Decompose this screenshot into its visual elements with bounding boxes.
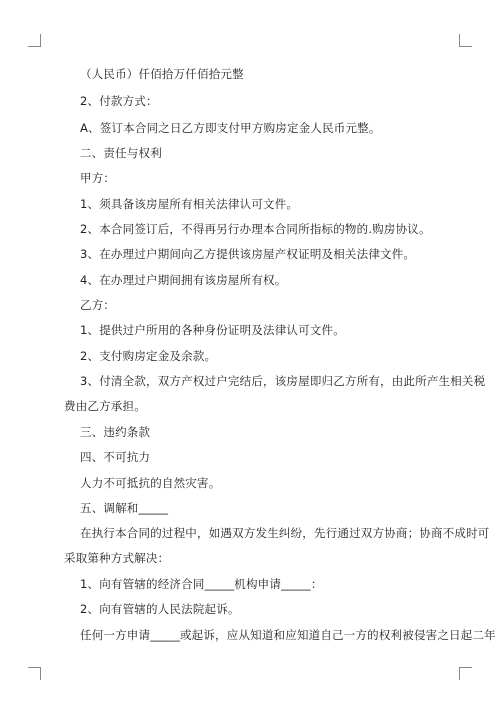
paragraph-line: 2、向有管辖的人民法院起诉。	[80, 602, 240, 616]
paragraph-line: 3、在办理过户期间向乙方提供该房屋产权证明及相关法律文件。	[80, 247, 416, 261]
paragraph-line: 在执行本合同的过程中，如遇双方发生纠纷，先行通过双方协商；协商不成时可	[80, 526, 490, 540]
paragraph-line: 1、向有管辖的经济合同_____机构申请_____：	[80, 577, 323, 591]
paragraph-line: 人力不可抵抗的自然灾害。	[80, 476, 221, 490]
paragraph-line: A、签订本合同之日乙方即支付甲方购房定金人民币元整。	[80, 121, 381, 135]
paragraph-line: 1、须具备该房屋所有相关法律认可文件。	[80, 197, 299, 211]
paragraph-line: 2、支付购房定金及余款。	[80, 349, 217, 363]
paragraph-line: 2、本合同签订后，不得再另行办理本合同所指标的物的.购房协议。	[80, 222, 431, 236]
paragraph-line: 4、在办理过户期间拥有该房屋所有权。	[80, 273, 287, 287]
section-heading: 二、责任与权利	[80, 146, 162, 160]
paragraph-line: （人民币）仟佰拾万仟佰拾元整	[80, 67, 244, 81]
paragraph-line: 3、付清全款，双方产权过户完结后，该房屋即归乙方所有，由此所产生相关税	[80, 374, 486, 388]
paragraph-line: 采取第种方式解决：	[64, 551, 170, 565]
paragraph-line: 1、提供过户所用的各种身份证明及法律认可文件。	[80, 323, 345, 337]
paragraph-line: 费由乙方承担。	[64, 399, 146, 413]
section-heading: 五、调解和_____	[80, 501, 169, 515]
paragraph-line: 2、付款方式：	[80, 94, 158, 108]
paragraph-line: 乙方：	[80, 298, 116, 312]
paragraph-line: 任何一方申请_____或起诉，应从知道和应知道自己一方的权利被侵害之日起二年	[80, 628, 496, 642]
section-heading: 四、不可抗力	[80, 450, 151, 464]
section-heading: 三、违约条款	[80, 425, 151, 439]
paragraph-line: 甲方：	[80, 171, 116, 185]
